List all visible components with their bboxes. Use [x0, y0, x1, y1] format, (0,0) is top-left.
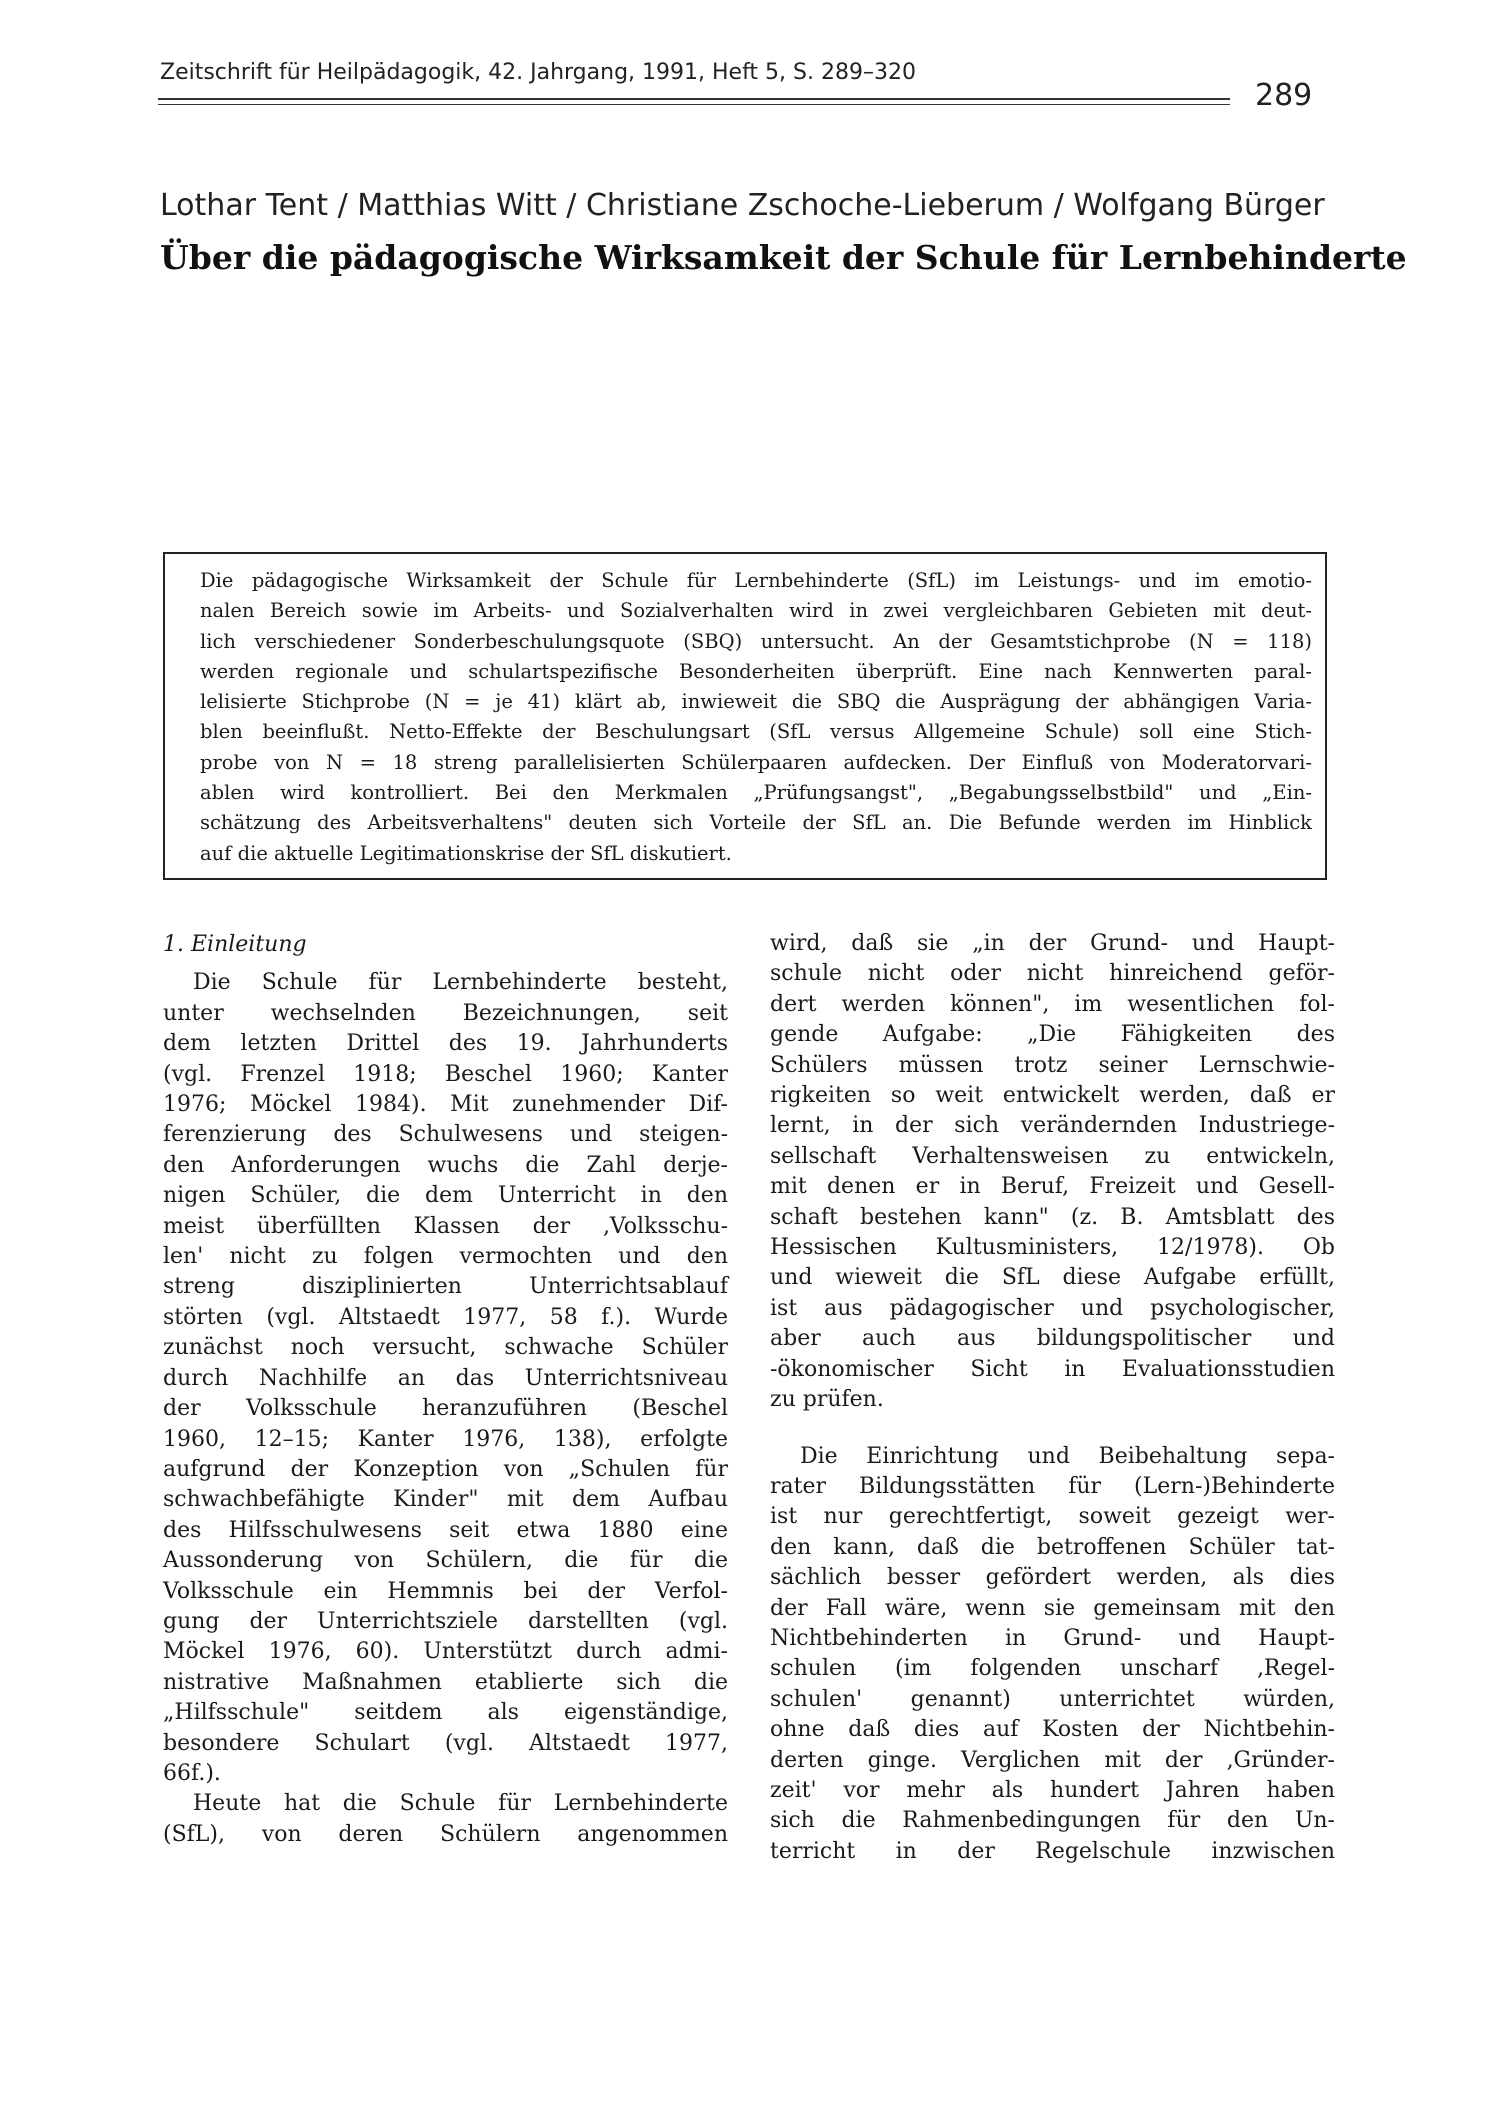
text-line: (SfL), von deren Schülern angenommen [163, 1821, 728, 1847]
text-line: unter wechselnden Bezeichnungen, seit [163, 1000, 728, 1026]
text-line: terricht in der Regelschule inzwischen [770, 1838, 1335, 1864]
text-line: streng disziplinierten Unterrichtsablauf [163, 1274, 728, 1300]
right-column [770, 929, 1335, 1867]
text-line: gung der Unterrichtsziele darstellten (vgl. [163, 1608, 728, 1634]
text-line: ist aus pädagogischer und psychologischer, [770, 1295, 1335, 1321]
text-line: aber auch aus bildungspolitischer und [770, 1326, 1335, 1352]
left-paragraph-1 [163, 968, 728, 1789]
right-paragraph-1 [770, 929, 1335, 1416]
text-line: ist nur gerechtfertigt, soweit gezeigt wer- [770, 1504, 1335, 1530]
text-line: aufgrund der Konzeption von „Schulen für [163, 1456, 728, 1482]
text-line: sellschaft Verhaltensweisen zu entwickeln, [770, 1143, 1335, 1169]
text-line: ohne daß dies auf Kosten der Nichtbehin- [770, 1717, 1335, 1743]
text-line: besondere Schulart (vgl. Altstaedt 1977, [163, 1730, 728, 1756]
text-line: der Volksschule heranzuführen (Beschel [163, 1396, 728, 1422]
text-line: schätzung des Arbeitsverhaltens" deuten sich Vorteile der SfL an. Die Befunde werden im Hinblick [200, 811, 1312, 835]
text-line: wird, daß sie „in der Grund- und Haupt- [770, 931, 1335, 956]
left-paragraph-2 [163, 1789, 728, 1850]
text-line: mit denen er in Beruf, Freizeit und Gesell- [770, 1174, 1335, 1200]
text-line: des Hilfsschulwesens seit etwa 1880 eine [163, 1517, 728, 1543]
text-line: dert werden können", im wesentlichen fol- [770, 991, 1335, 1017]
text-line: -ökonomischer Sicht in Evaluationsstudien [770, 1356, 1335, 1382]
text-line: ablen wird kontrolliert. Bei den Merkmalen „Prüfungsangst", „Begabungsselbstbild" und „Ein- [200, 781, 1312, 805]
text-line: len' nicht zu folgen vermochten und den [163, 1244, 728, 1270]
text-line: schwachbefähigte Kinder" mit dem Aufbau [163, 1487, 728, 1513]
text-line: Volksschule ein Hemmnis bei der Verfol- [163, 1578, 728, 1604]
text-line: blen beeinflußt. Netto-Effekte der Beschulungsart (SfL versus Allgemeine Schule) soll eine Stich- [200, 720, 1312, 744]
text-line: Hessischen Kultusministers, 12/1978). Ob [770, 1235, 1335, 1261]
text-line: gende Aufgabe: „Die Fähigkeiten des [770, 1022, 1335, 1048]
text-line: schaft bestehen kann" (z. B. Amtsblatt des [770, 1204, 1335, 1230]
text-line: ferenzierung des Schulwesens und steigen- [163, 1122, 728, 1148]
text-line: schulen' genannt) unterrichtet würden, [770, 1686, 1335, 1712]
header-rule-bottom [158, 104, 1230, 105]
section-heading: 1. Einleitung [163, 932, 307, 957]
text-line: Aussonderung von Schülern, die für die [163, 1548, 728, 1574]
text-line: Schülers müssen trotz seiner Lernschwie- [770, 1052, 1335, 1078]
paragraph-gap [770, 1416, 1335, 1442]
text-line: rater Bildungsstätten für (Lern-)Behinderte [770, 1473, 1335, 1499]
text-line: der Fall wäre, wenn sie gemeinsam mit den [770, 1595, 1335, 1621]
text-line: und wieweit die SfL diese Aufgabe erfüllt, [770, 1265, 1335, 1291]
text-line: Die Schule für Lernbehinderte besteht, [193, 970, 728, 996]
left-column [163, 930, 728, 1850]
text-line: lelisierte Stichprobe (N = je 41) klärt ab, inwieweit die SBQ die Ausprägung der abhängigen Varia- [200, 690, 1312, 714]
text-line: störten (vgl. Altstaedt 1977, 58 f.). Wurde [163, 1304, 728, 1330]
text-line: Die pädagogische Wirksamkeit der Schule für Lernbehinderte (SfL) im Leistungs- und im emotio- [200, 569, 1312, 592]
text-line: dem letzten Drittel des 19. Jahrhunderts [163, 1031, 728, 1057]
text-line: derten ginge. Verglichen mit der ‚Gründer- [770, 1747, 1335, 1773]
text-line: lernt, in der sich verändernden Industriege- [770, 1113, 1335, 1139]
text-line: den kann, daß die betroffenen Schüler tat- [770, 1534, 1335, 1560]
text-line: durch Nachhilfe an das Unterrichtsniveau [163, 1365, 728, 1391]
text-line: Die Einrichtung und Beibehaltung sepa- [800, 1443, 1335, 1469]
text-line: 66f.). [163, 1760, 221, 1786]
text-line: 1960, 12–15; Kanter 1976, 138), erfolgte [163, 1426, 728, 1452]
article-authors: Lothar Tent / Matthias Witt / Christiane Zschoche-Lieberum / Wolfgang Bürger [160, 188, 1325, 223]
abstract-text [200, 566, 1312, 869]
header-rule-top [158, 98, 1230, 100]
text-line: nistrative Maßnahmen etablierte sich die [163, 1669, 728, 1695]
text-line: sächlich besser gefördert werden, als dies [770, 1565, 1335, 1591]
text-line: schulen (im folgenden unscharf ‚Regel- [770, 1656, 1335, 1682]
text-line: zunächst noch versucht, schwache Schüler [163, 1335, 728, 1361]
text-line: (vgl. Frenzel 1918; Beschel 1960; Kanter [163, 1061, 728, 1087]
text-line: nalen Bereich sowie im Arbeits- und Sozialverhalten wird in zwei vergleichbaren Gebieten mit deut- [200, 599, 1312, 623]
text-line: Heute hat die Schule für Lernbehinderte [193, 1791, 728, 1817]
text-line: sich die Rahmenbedingungen für den Un- [770, 1808, 1335, 1834]
right-paragraph-2 [770, 1442, 1335, 1868]
text-line: zeit' vor mehr als hundert Jahren haben [770, 1777, 1335, 1803]
text-line: nigen Schüler, die dem Unterricht in den [163, 1183, 728, 1209]
page-number: 289 [1255, 78, 1313, 113]
text-line: schule nicht oder nicht hinreichend geför- [770, 961, 1335, 987]
text-line: meist überfüllten Klassen der ‚Volksschu- [163, 1213, 728, 1239]
text-line: „Hilfsschule" seitdem als eigenständige, [163, 1700, 728, 1726]
text-line: lich verschiedener Sonderbeschulungsquote (SBQ) untersucht. An der Gesamtstichprobe (N = 118) [200, 629, 1312, 653]
text-line: werden regionale und schulartspezifische Besonderheiten überprüft. Eine nach Kennwerten paral- [200, 659, 1312, 683]
running-head: Zeitschrift für Heilpädagogik, 42. Jahrgang, 1991, Heft 5, S. 289–320 [160, 60, 916, 85]
text-line: probe von N = 18 streng parallelisierten Schülerpaaren aufdecken. Der Einfluß von Moderatorvari- [200, 750, 1312, 774]
text-line: Nichtbehinderten in Grund- und Haupt- [770, 1625, 1335, 1651]
text-line: rigkeiten so weit entwickelt werden, daß er [770, 1083, 1335, 1109]
text-line: 1976; Möckel 1984). Mit zunehmender Dif- [163, 1092, 728, 1118]
text-line: den Anforderungen wuchs die Zahl derje- [163, 1152, 728, 1178]
article-title: Über die pädagogische Wirksamkeit der Schule für Lernbehinderte [160, 238, 1407, 277]
text-line: zu prüfen. [770, 1387, 884, 1413]
text-line: Möckel 1976, 60). Unterstützt durch admi- [163, 1639, 728, 1665]
text-line: auf die aktuelle Legitimationskrise der SfL diskutiert. [200, 841, 732, 865]
